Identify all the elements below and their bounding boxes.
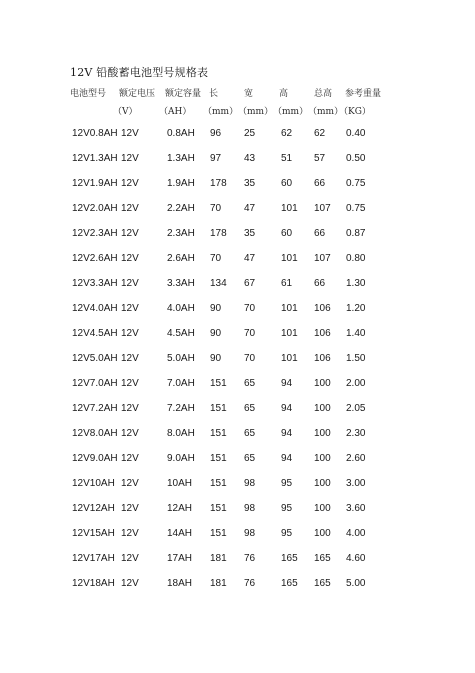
cell-weight: 2.30: [346, 428, 366, 439]
cell-width: 35: [244, 228, 256, 239]
cell-voltage: 12V: [121, 178, 139, 189]
cell-voltage: 12V: [121, 553, 139, 564]
table-row: [0, 303, 475, 317]
cell-weight: 1.40: [346, 328, 366, 339]
cell-weight: 1.20: [346, 303, 366, 314]
cell-width: 65: [244, 378, 256, 389]
cell-capacity: 4.0AH: [167, 303, 195, 314]
cell-length: 70: [210, 253, 222, 264]
cell-height: 94: [281, 453, 293, 464]
cell-capacity: 1.3AH: [167, 153, 195, 164]
cell-model: 12V7.2AH: [72, 403, 118, 414]
table-row: [0, 403, 475, 417]
cell-voltage: 12V: [121, 128, 139, 139]
cell-length: 90: [210, 303, 222, 314]
cell-capacity: 18AH: [167, 578, 193, 589]
cell-model: 12V15AH: [72, 528, 115, 539]
cell-capacity: 5.0AH: [167, 353, 195, 364]
cell-width: 70: [244, 303, 256, 314]
document-title: 12V 铅酸蓄电池型号规格表: [70, 66, 209, 79]
header-unit-length: （mm）: [203, 107, 239, 117]
cell-capacity: 12AH: [167, 503, 193, 514]
cell-height: 95: [281, 503, 293, 514]
cell-capacity: 1.9AH: [167, 178, 195, 189]
cell-width: 47: [244, 203, 256, 214]
cell-voltage: 12V: [121, 378, 139, 389]
cell-model: 12V2.6AH: [72, 253, 118, 264]
table-row: [0, 453, 475, 467]
cell-width: 76: [244, 553, 256, 564]
cell-capacity: 2.6AH: [167, 253, 195, 264]
cell-width: 65: [244, 453, 256, 464]
cell-weight: 1.30: [346, 278, 366, 289]
cell-capacity: 4.5AH: [167, 328, 195, 339]
cell-total-height: 57: [314, 153, 326, 164]
header-height: 高: [279, 89, 289, 99]
cell-total-height: 106: [314, 353, 331, 364]
header-width: 宽: [244, 89, 254, 99]
cell-model: 12V18AH: [72, 578, 115, 589]
cell-model: 12V10AH: [72, 478, 115, 489]
cell-voltage: 12V: [121, 303, 139, 314]
cell-length: 178: [210, 228, 227, 239]
cell-width: 98: [244, 503, 256, 514]
cell-capacity: 14AH: [167, 528, 193, 539]
header-unit-weight: （KG）: [339, 107, 371, 117]
cell-height: 165: [281, 578, 298, 589]
cell-voltage: 12V: [121, 478, 139, 489]
header-capacity: 额定容量: [165, 89, 202, 99]
cell-model: 12V2.0AH: [72, 203, 118, 214]
header-model: 电池型号: [70, 89, 107, 99]
cell-height: 60: [281, 178, 293, 189]
cell-capacity: 7.2AH: [167, 403, 195, 414]
cell-height: 94: [281, 428, 293, 439]
cell-width: 70: [244, 328, 256, 339]
cell-voltage: 12V: [121, 428, 139, 439]
cell-total-height: 66: [314, 278, 326, 289]
cell-height: 95: [281, 478, 293, 489]
cell-capacity: 3.3AH: [167, 278, 195, 289]
cell-capacity: 2.3AH: [167, 228, 195, 239]
cell-model: 12V9.0AH: [72, 453, 118, 464]
cell-model: 12V1.9AH: [72, 178, 118, 189]
table-row: [0, 128, 475, 142]
cell-total-height: 107: [314, 203, 331, 214]
cell-weight: 0.75: [346, 178, 366, 189]
cell-weight: 0.50: [346, 153, 366, 164]
table-row: [0, 328, 475, 342]
cell-height: 61: [281, 278, 293, 289]
cell-total-height: 100: [314, 503, 331, 514]
cell-total-height: 100: [314, 453, 331, 464]
cell-voltage: 12V: [121, 528, 139, 539]
table-row: [0, 478, 475, 492]
header-unit-voltage: （V）: [113, 107, 138, 117]
cell-height: 101: [281, 328, 298, 339]
cell-total-height: 165: [314, 553, 331, 564]
cell-width: 43: [244, 153, 256, 164]
cell-length: 70: [210, 203, 222, 214]
cell-model: 12V12AH: [72, 503, 115, 514]
cell-model: 12V8.0AH: [72, 428, 118, 439]
cell-voltage: 12V: [121, 253, 139, 264]
cell-height: 62: [281, 128, 293, 139]
cell-length: 151: [210, 503, 227, 514]
table-row: [0, 503, 475, 517]
cell-model: 12V4.0AH: [72, 303, 118, 314]
header-length: 长: [209, 89, 219, 99]
cell-length: 151: [210, 403, 227, 414]
cell-total-height: 100: [314, 403, 331, 414]
cell-height: 165: [281, 553, 298, 564]
cell-voltage: 12V: [121, 578, 139, 589]
table-row: [0, 178, 475, 192]
table-row: [0, 378, 475, 392]
cell-weight: 5.00: [346, 578, 366, 589]
cell-width: 76: [244, 578, 256, 589]
table-row: [0, 428, 475, 442]
cell-width: 65: [244, 428, 256, 439]
cell-length: 151: [210, 453, 227, 464]
cell-weight: 3.60: [346, 503, 366, 514]
cell-capacity: 8.0AH: [167, 428, 195, 439]
header-unit-width: （mm）: [238, 107, 274, 117]
cell-model: 12V4.5AH: [72, 328, 118, 339]
cell-length: 181: [210, 553, 227, 564]
cell-height: 51: [281, 153, 293, 164]
cell-height: 101: [281, 303, 298, 314]
cell-length: 90: [210, 328, 222, 339]
table-row: [0, 253, 475, 267]
cell-weight: 0.75: [346, 203, 366, 214]
header-total-height: 总高: [314, 89, 333, 99]
table-row: [0, 578, 475, 592]
cell-width: 25: [244, 128, 256, 139]
cell-weight: 2.60: [346, 453, 366, 464]
cell-width: 47: [244, 253, 256, 264]
cell-weight: 0.40: [346, 128, 366, 139]
cell-height: 101: [281, 353, 298, 364]
header-unit-height: （mm）: [273, 107, 309, 117]
table-row: [0, 278, 475, 292]
cell-length: 97: [210, 153, 222, 164]
table-row: [0, 153, 475, 167]
cell-voltage: 12V: [121, 503, 139, 514]
cell-total-height: 106: [314, 328, 331, 339]
cell-model: 12V7.0AH: [72, 378, 118, 389]
header-unit-capacity: （AH）: [159, 107, 192, 117]
cell-total-height: 100: [314, 528, 331, 539]
cell-total-height: 62: [314, 128, 326, 139]
cell-width: 70: [244, 353, 256, 364]
header-unit-total-height: （mm）: [308, 107, 344, 117]
cell-voltage: 12V: [121, 403, 139, 414]
cell-voltage: 12V: [121, 328, 139, 339]
cell-width: 98: [244, 478, 256, 489]
cell-length: 151: [210, 378, 227, 389]
cell-voltage: 12V: [121, 228, 139, 239]
cell-weight: 1.50: [346, 353, 366, 364]
table-row: [0, 228, 475, 242]
cell-voltage: 12V: [121, 203, 139, 214]
cell-length: 134: [210, 278, 227, 289]
cell-model: 12V2.3AH: [72, 228, 118, 239]
table-row: [0, 553, 475, 567]
table-row: [0, 353, 475, 367]
cell-length: 178: [210, 178, 227, 189]
cell-total-height: 106: [314, 303, 331, 314]
cell-total-height: 165: [314, 578, 331, 589]
cell-capacity: 7.0AH: [167, 378, 195, 389]
cell-model: 12V17AH: [72, 553, 115, 564]
cell-total-height: 100: [314, 428, 331, 439]
cell-height: 60: [281, 228, 293, 239]
cell-weight: 0.87: [346, 228, 366, 239]
cell-height: 94: [281, 403, 293, 414]
cell-weight: 4.60: [346, 553, 366, 564]
cell-weight: 3.00: [346, 478, 366, 489]
cell-total-height: 107: [314, 253, 331, 264]
cell-voltage: 12V: [121, 453, 139, 464]
header-weight: 参考重量: [345, 89, 382, 99]
cell-height: 94: [281, 378, 293, 389]
cell-length: 90: [210, 353, 222, 364]
cell-height: 95: [281, 528, 293, 539]
cell-capacity: 10AH: [167, 478, 193, 489]
table-row: [0, 203, 475, 217]
cell-model: 12V1.3AH: [72, 153, 118, 164]
cell-total-height: 100: [314, 378, 331, 389]
cell-voltage: 12V: [121, 278, 139, 289]
cell-length: 151: [210, 478, 227, 489]
cell-width: 35: [244, 178, 256, 189]
cell-model: 12V0.8AH: [72, 128, 118, 139]
cell-capacity: 2.2AH: [167, 203, 195, 214]
cell-voltage: 12V: [121, 153, 139, 164]
table-row: [0, 528, 475, 542]
cell-total-height: 66: [314, 228, 326, 239]
cell-capacity: 9.0AH: [167, 453, 195, 464]
cell-total-height: 66: [314, 178, 326, 189]
cell-width: 65: [244, 403, 256, 414]
cell-length: 96: [210, 128, 222, 139]
cell-weight: 0.80: [346, 253, 366, 264]
cell-weight: 2.05: [346, 403, 366, 414]
cell-capacity: 17AH: [167, 553, 193, 564]
cell-model: 12V3.3AH: [72, 278, 118, 289]
cell-weight: 2.00: [346, 378, 366, 389]
cell-model: 12V5.0AH: [72, 353, 118, 364]
cell-length: 151: [210, 528, 227, 539]
cell-length: 181: [210, 578, 227, 589]
cell-width: 67: [244, 278, 256, 289]
cell-voltage: 12V: [121, 353, 139, 364]
cell-total-height: 100: [314, 478, 331, 489]
cell-length: 151: [210, 428, 227, 439]
header-voltage: 额定电压: [119, 89, 156, 99]
cell-width: 98: [244, 528, 256, 539]
cell-height: 101: [281, 253, 298, 264]
cell-capacity: 0.8AH: [167, 128, 195, 139]
cell-height: 101: [281, 203, 298, 214]
cell-weight: 4.00: [346, 528, 366, 539]
